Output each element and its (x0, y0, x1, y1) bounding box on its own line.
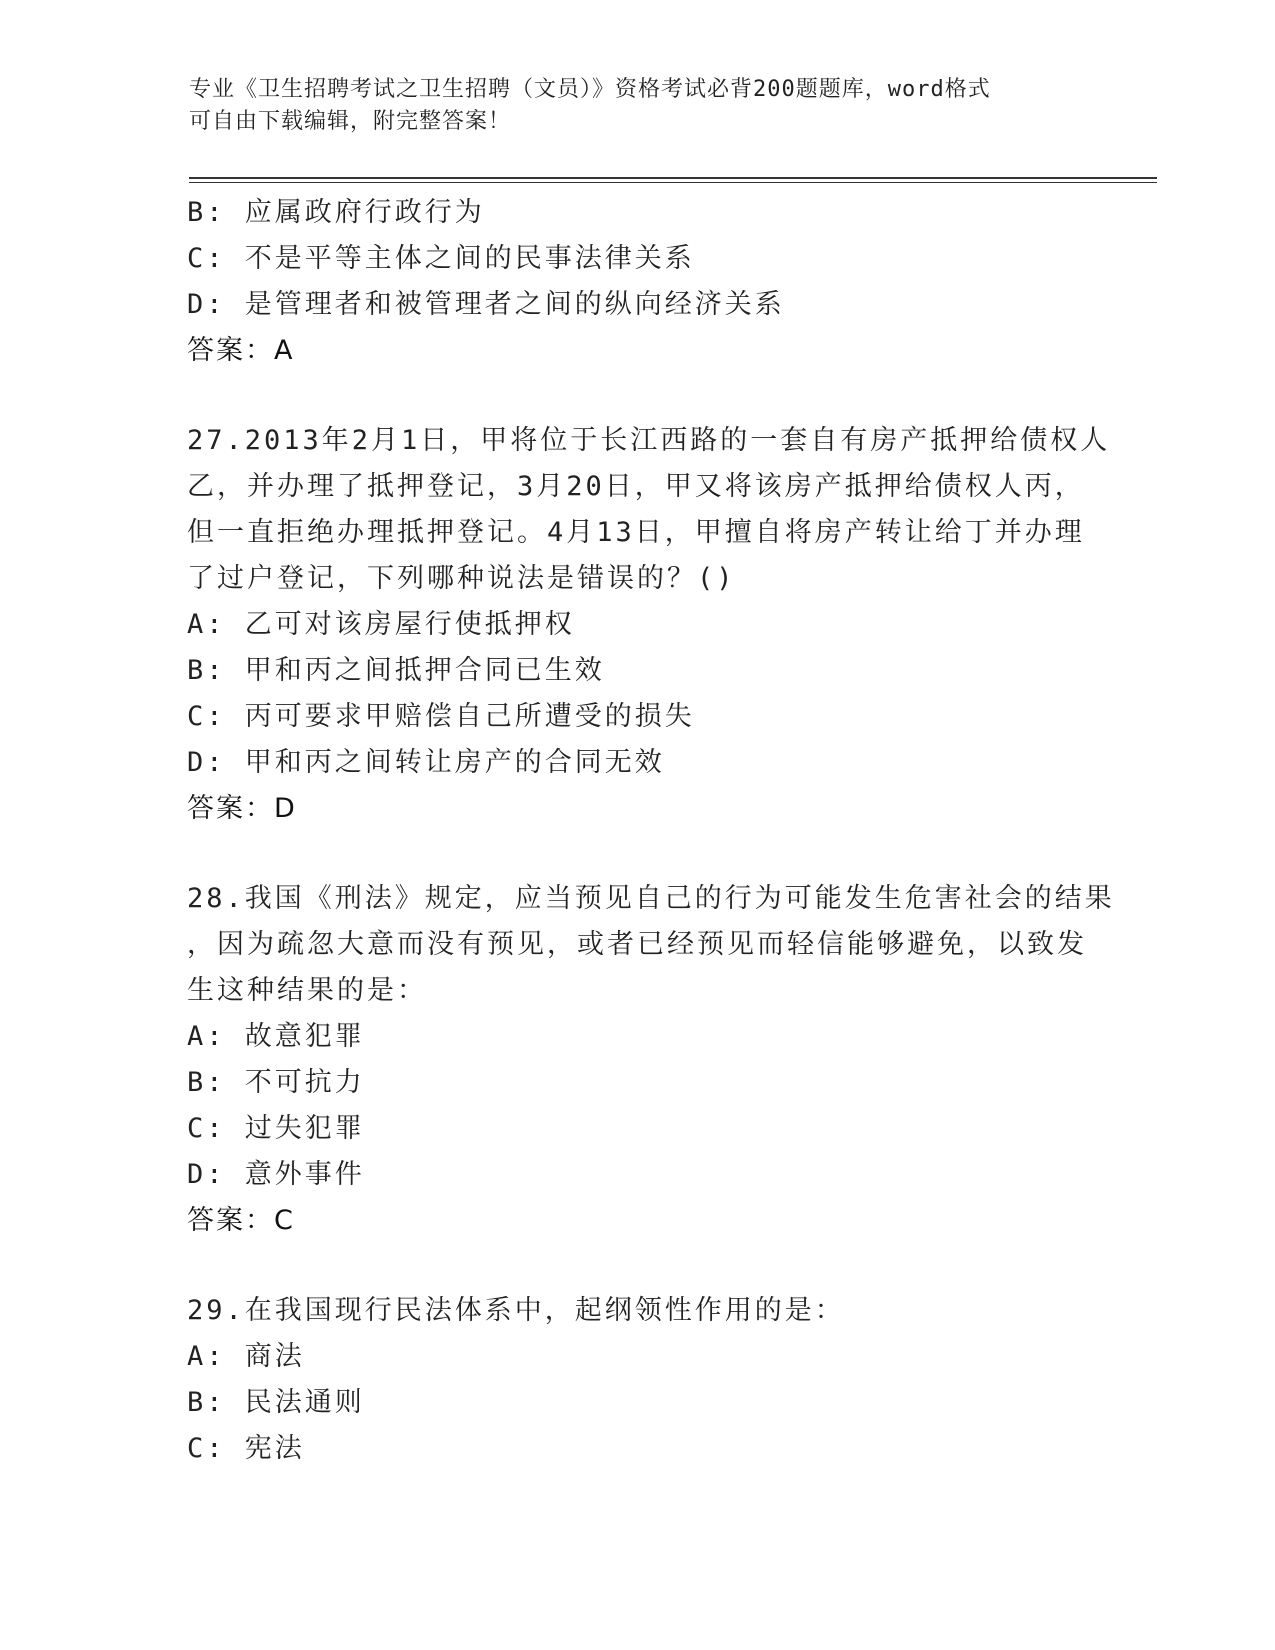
q28-stem-line-1: 28.我国《刑法》规定，应当预见自己的行为可能发生危害社会的结果 (187, 883, 1115, 914)
spacer (187, 1244, 1087, 1288)
q27-stem-line-3: 但一直拒绝办理抵押登记。4月13日，甲擅自将房产转让给丁并办理 (187, 517, 1085, 548)
spacer (187, 374, 1087, 418)
q28-option-a: A: 故意犯罪 (187, 1021, 365, 1052)
q28-option-c: C: 过失犯罪 (187, 1113, 365, 1144)
q26-option-b: B: 应属政府行政行为 (187, 197, 485, 228)
q29-option-a: A: 商法 (187, 1341, 305, 1372)
q27-stem-line-1: 27.2013年2月1日，甲将位于长江西路的一套自有房产抵押给债权人 (187, 425, 1111, 456)
q27-answer: 答案：D (187, 793, 297, 824)
q28-answer: 答案：C (187, 1205, 295, 1236)
q27-stem-line-2: 乙，并办理了抵押登记，3月20日，甲又将该房产抵押给债权人丙， (187, 471, 1085, 502)
q28-stem-line-2: ，因为疏忽大意而没有预见，或者已经预见而轻信能够避免，以致发 (187, 929, 1087, 960)
q26-answer: 答案：A (187, 335, 295, 366)
question-29 (187, 1288, 1087, 1472)
q28-option-b: B: 不可抗力 (187, 1067, 365, 1098)
q29-option-b: B: 民法通则 (187, 1387, 365, 1418)
header-rule-thin (189, 182, 1157, 183)
spacer (187, 832, 1087, 876)
question-26 (187, 190, 1087, 374)
q27-option-c: C: 丙可要求甲赔偿自己所遭受的损失 (187, 701, 695, 732)
q27-option-d: D: 甲和丙之间转让房产的合同无效 (187, 747, 665, 778)
q26-option-c: C: 不是平等主体之间的民事法律关系 (187, 243, 695, 274)
question-28 (187, 876, 1115, 1244)
header-line-2: 可自由下载编辑，附完整答案！ (189, 109, 512, 134)
q27-option-a: A: 乙可对该房屋行使抵押权 (187, 609, 575, 640)
q29-stem: 29.在我国现行民法体系中，起纲领性作用的是： (187, 1295, 845, 1326)
question-27 (187, 418, 1111, 832)
document-header (189, 74, 1079, 138)
q28-option-d: D: 意外事件 (187, 1159, 365, 1190)
q27-stem-line-4: 了过户登记，下列哪种说法是错误的？() (187, 563, 736, 594)
question-list (187, 190, 1115, 1472)
header-line-1: 专业《卫生招聘考试之卫生招聘（文员）》资格考试必背200题题库，word格式 (189, 77, 991, 102)
q26-option-d: D: 是管理者和被管理者之间的纵向经济关系 (187, 289, 785, 320)
q28-stem-line-3: 生这种结果的是： (187, 975, 427, 1006)
q27-option-b: B: 甲和丙之间抵押合同已生效 (187, 655, 605, 686)
header-rule-thick (189, 177, 1157, 179)
q29-option-c: C: 宪法 (187, 1433, 305, 1464)
